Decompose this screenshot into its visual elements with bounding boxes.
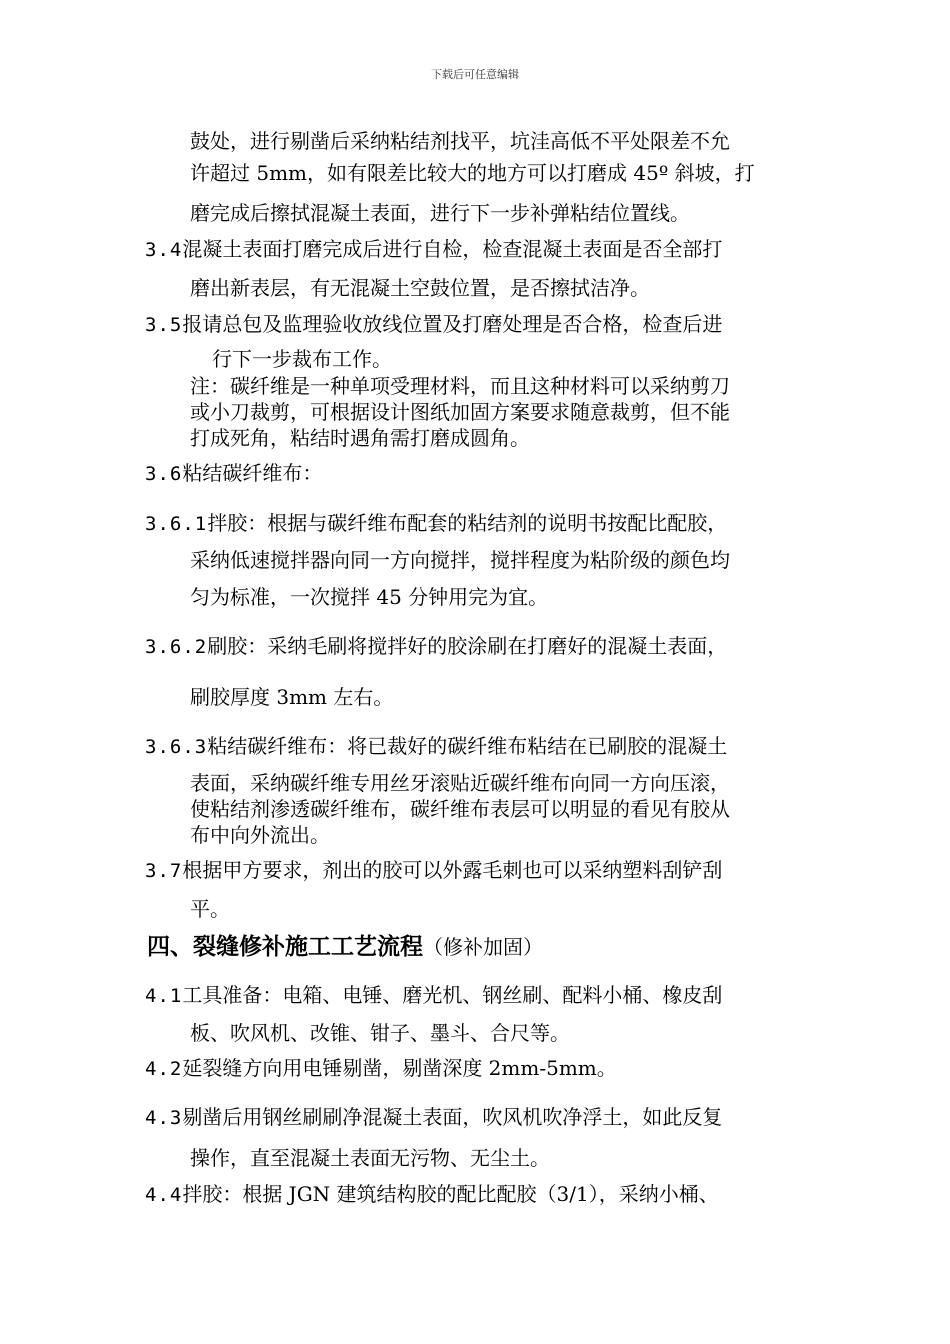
section-number: 4.3: [145, 1107, 183, 1129]
section-text: 刷胶：采纳毛刷将搅拌好的胶涂刷在打磨好的混凝土表面，: [207, 634, 728, 658]
section-text: 粘结碳纤维布：将已裁好的碳纤维布粘结在已刷胶的混凝土: [207, 734, 728, 758]
text-line: 使粘结剂渗透碳纤维布，碳纤维布表层可以明显的看见有胶从: [190, 797, 730, 821]
section-number: 3.6.3: [145, 736, 208, 758]
note-line: 或小刀裁剪，可根据设计图纸加固方案要求随意裁剪，但不能: [190, 400, 730, 424]
section-3-6: [145, 460, 322, 487]
section-number: 3.7: [145, 860, 183, 882]
section-4-4: [145, 1181, 719, 1208]
section-number: 4.1: [145, 985, 183, 1007]
text-line: 刷胶厚度 3mm 左右。: [190, 685, 394, 709]
text-line: 操作，直至混凝土表面无污物、无尘土。: [190, 1146, 550, 1170]
heading-title: 四、裂缝修补施工工艺流程: [147, 933, 423, 960]
section-3-4: [145, 236, 722, 263]
section-3-5: [145, 311, 722, 338]
text-line: 板、吹风机、改锥、钳子、墨斗、合尺等。: [190, 1021, 570, 1045]
page-header: 下载后可任意编辑: [431, 68, 519, 81]
note-line: 打成死角，粘结时遇角需打磨成圆角。: [190, 426, 530, 450]
section-text: 剔凿后用钢丝刷刷净混凝土表面，吹风机吹净浮土，如此反复: [182, 1105, 723, 1129]
section-text: 拌胶：根据与碳纤维布配套的粘结剂的说明书按配比配胶，: [207, 511, 728, 535]
section-heading-4: [147, 930, 543, 966]
section-text: 延裂缝方向用电锤剔凿，剔凿深度 2mm-5mm。: [182, 1056, 617, 1080]
section-text: 粘结碳纤维布：: [182, 461, 323, 485]
text-line: 许超过 5mm，如有限差比较大的地方可以打磨成 45º 斜坡，打: [190, 161, 755, 185]
section-text: 拌胶：根据 JGN 建筑结构胶的配比配胶（3/1），采纳小桶、: [182, 1182, 719, 1206]
section-text: 根据甲方要求，剂出的胶可以外露毛刺也可以采纳塑料刮铲刮: [182, 858, 723, 882]
text-line: 磨出新表层，有无混凝土空鼓位置，是否擦拭洁净。: [190, 276, 650, 300]
section-number: 3.6.1: [145, 513, 208, 535]
note-line: 注：碳纤维是一种单项受理材料，而且这种材料可以采纳剪刀: [190, 374, 730, 398]
text-line: 布中向外流出。: [190, 823, 330, 847]
section-number: 3.6.2: [145, 636, 208, 658]
section-3-6-2: [145, 633, 727, 660]
text-line: 采纳低速搅拌器向同一方向搅拌，搅拌程度为粘阶级的颜色均: [190, 548, 730, 572]
text-line: 鼓处，进行剔凿后采纳粘结剂找平，坑洼高低不平处限差不允: [190, 129, 730, 153]
section-3-6-3: [145, 733, 727, 760]
section-number: 3.6: [145, 463, 183, 485]
section-number: 4.4: [145, 1184, 183, 1206]
section-4-1: [145, 982, 722, 1009]
section-4-3: [145, 1104, 722, 1131]
section-text: 报请总包及监理验收放线位置及打磨处理是否合格，检查后进: [182, 312, 723, 336]
text-line: 表面，采纳碳纤维专用丝牙滚贴近碳纤维布向同一方向压滚，: [190, 771, 730, 795]
text-line: 平。: [190, 897, 230, 921]
text-line: 匀为标准，一次搅拌 45 分钟用完为宜。: [190, 585, 549, 609]
section-3-7: [145, 857, 722, 884]
section-number: 3.5: [145, 314, 183, 336]
section-text: 工具准备：电箱、电锤、磨光机、钢丝刷、配料小桶、橡皮刮: [182, 983, 723, 1007]
section-number: 3.4: [145, 239, 183, 261]
text-line: 磨完成后擦拭混凝土表面，进行下一步补弹粘结位置线。: [190, 201, 690, 225]
heading-subtitle: （修补加固）: [423, 935, 543, 959]
section-number: 4.2: [145, 1058, 183, 1080]
section-3-6-1: [145, 510, 727, 537]
section-4-2: [145, 1055, 617, 1082]
section-text: 混凝土表面打磨完成后进行自检，检查混凝土表面是否全部打: [182, 237, 723, 261]
text-line: 行下一步裁布工作。: [212, 347, 392, 371]
